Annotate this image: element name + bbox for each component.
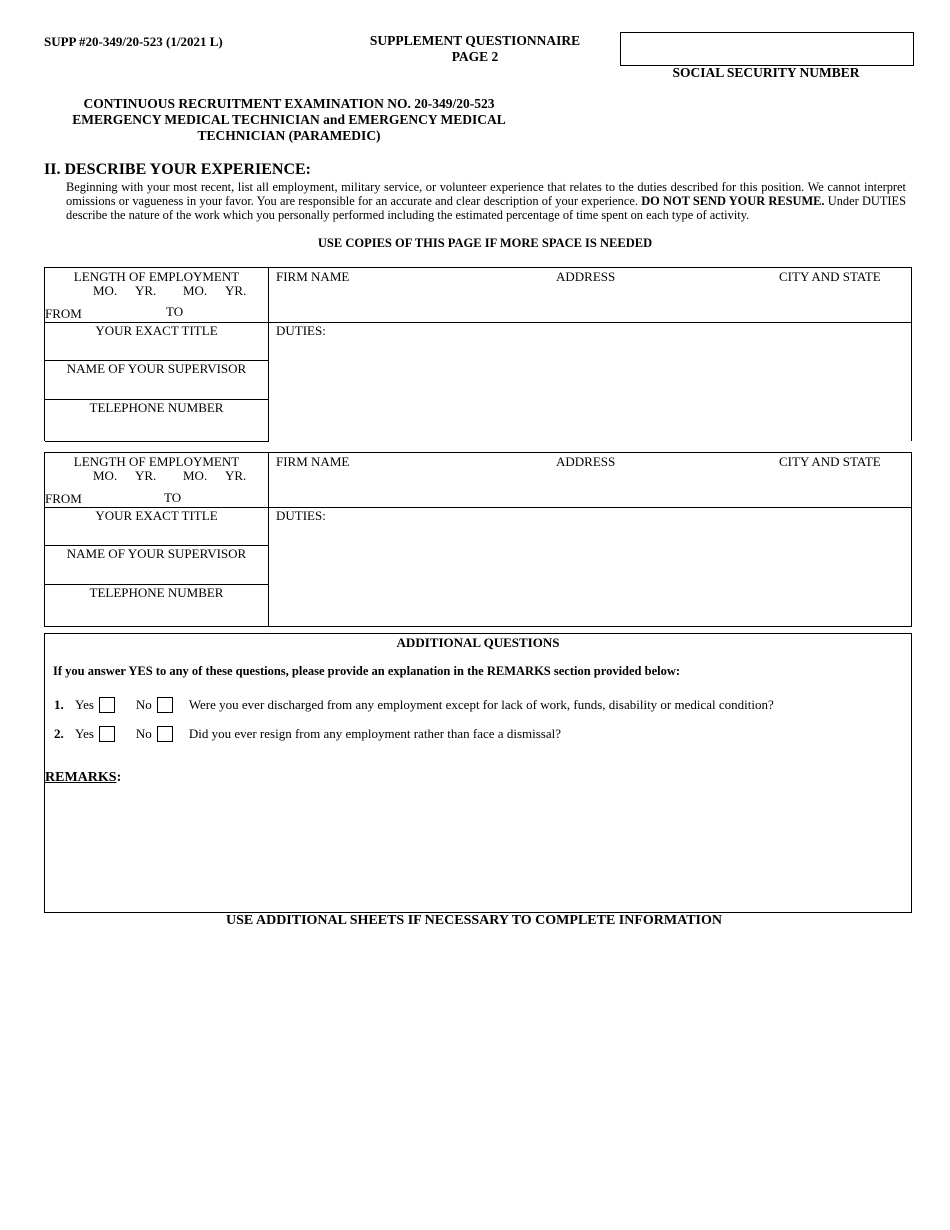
- question-2-yes-label: Yes: [75, 726, 94, 741]
- question-2-text: Did you ever resign from any employment rather than face a dismissal?: [188, 726, 561, 741]
- firm-name-label: FIRM NAME: [276, 454, 350, 469]
- supervisor-label: NAME OF YOUR SUPERVISOR: [66, 361, 247, 376]
- to-month-label: MO.: [183, 283, 208, 298]
- question-1-yes-checkbox[interactable]: [99, 697, 115, 713]
- question-2-no-checkbox[interactable]: [157, 726, 173, 742]
- city-state-label: CITY AND STATE: [779, 454, 881, 469]
- from-month-label: MO.: [93, 283, 118, 298]
- city-state-label: CITY AND STATE: [779, 269, 881, 284]
- intro-text-1: Beginning with your most recent, list all employment, military service, or volunteer experience that relates to the duties described for this position. We cannot interpret omissions or vagueness in your favor. You are responsible for an accurate and clear description of your experience.: [66, 180, 906, 208]
- telephone-label: TELEPHONE NUMBER: [89, 400, 224, 415]
- duties-label: DUTIES:: [276, 508, 326, 523]
- question-1-text: Were you ever discharged from any employment except for lack of work, funds, disability or medical condition?: [188, 697, 774, 712]
- to-year-label: YR.: [225, 283, 247, 298]
- length-of-employment-label: LENGTH OF EMPLOYMENT: [73, 269, 240, 284]
- employment-block-1: [44, 267, 912, 441]
- section-heading: II. DESCRIBE YOUR EXPERIENCE:: [44, 161, 312, 178]
- intro-text-2: Under DUTIES describe the nature of the work which you personally performed including the estimated percentage of time spent on each type of activity.: [66, 194, 906, 222]
- address-label: ADDRESS: [556, 454, 616, 469]
- from-label: FROM: [45, 491, 82, 506]
- footer-note: USE ADDITIONAL SHEETS IF NECESSARY TO COMPLETE INFORMATION: [226, 913, 722, 928]
- length-of-employment-label: LENGTH OF EMPLOYMENT: [73, 454, 240, 469]
- exam-title: [44, 96, 534, 144]
- firm-name-label: FIRM NAME: [276, 269, 350, 284]
- intro-text-bold: DO NOT SEND YOUR RESUME.: [641, 194, 825, 208]
- question-2-no-label: No: [135, 726, 152, 741]
- employment-block-2: [44, 452, 912, 627]
- from-label: FROM: [45, 306, 82, 321]
- question-1: [54, 697, 774, 713]
- ssn-label: SOCIAL SECURITY NUMBER: [672, 65, 860, 80]
- telephone-label: TELEPHONE NUMBER: [89, 585, 224, 600]
- from-month-label: MO.: [93, 468, 118, 483]
- remarks-area[interactable]: [45, 792, 911, 910]
- remarks-heading: [45, 770, 121, 786]
- duties-label: DUTIES:: [276, 323, 326, 338]
- question-1-number: 1.: [54, 697, 64, 712]
- exam-title-line3: TECHNICIAN (PARAMEDIC): [197, 128, 381, 143]
- additional-instruction: If you answer YES to any of these questions, please provide an explanation in the REMARKS section provided below:: [53, 664, 681, 678]
- ssn-input[interactable]: [620, 32, 914, 66]
- form-title-line2: PAGE 2: [451, 49, 499, 64]
- additional-questions-block: [44, 633, 912, 913]
- from-year-label: YR.: [135, 283, 157, 298]
- to-label: TO: [166, 304, 184, 319]
- remarks-colon: :: [116, 770, 122, 785]
- question-1-yes-label: Yes: [75, 697, 94, 712]
- form-title-line1: SUPPLEMENT QUESTIONNAIRE: [369, 33, 581, 48]
- question-1-no-checkbox[interactable]: [157, 697, 173, 713]
- exact-title-label: YOUR EXACT TITLE: [95, 323, 218, 338]
- exam-title-line2: EMERGENCY MEDICAL TECHNICIAN and EMERGENCY MEDICAL: [72, 112, 506, 127]
- form-title: [340, 33, 610, 65]
- remarks-label: REMARKS: [45, 770, 117, 785]
- to-year-label: YR.: [225, 468, 247, 483]
- question-2: [54, 726, 561, 742]
- exam-title-line1: CONTINUOUS RECRUITMENT EXAMINATION NO. 20-349/20-523: [83, 96, 495, 111]
- form-id: SUPP #20-349/20-523 (1/2021 L): [44, 34, 223, 49]
- additional-questions-heading: ADDITIONAL QUESTIONS: [396, 635, 560, 650]
- supervisor-label: NAME OF YOUR SUPERVISOR: [66, 546, 247, 561]
- from-year-label: YR.: [135, 468, 157, 483]
- to-month-label: MO.: [183, 468, 208, 483]
- exact-title-label: YOUR EXACT TITLE: [95, 508, 218, 523]
- to-label: TO: [164, 490, 182, 505]
- address-label: ADDRESS: [556, 269, 616, 284]
- question-2-yes-checkbox[interactable]: [99, 726, 115, 742]
- question-2-number: 2.: [54, 726, 64, 741]
- question-1-no-label: No: [135, 697, 152, 712]
- section-intro: [66, 180, 906, 222]
- copies-note: USE COPIES OF THIS PAGE IF MORE SPACE IS NEEDED: [317, 236, 653, 250]
